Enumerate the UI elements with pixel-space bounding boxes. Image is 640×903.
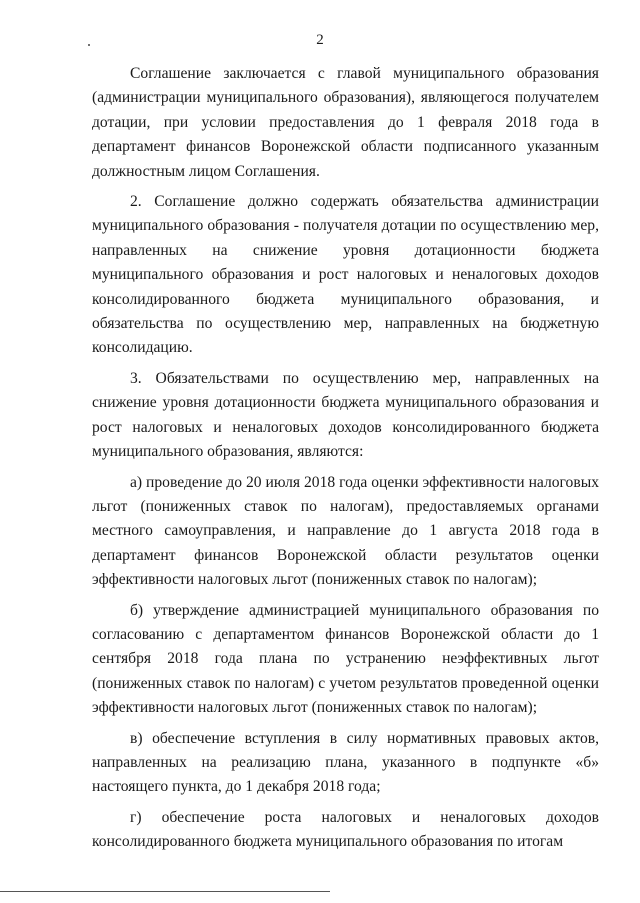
paragraph-subitem-a: а) проведение до 20 июля 2018 года оценки эффективности налоговых льгот (пониженных ставок по налогам), предоставляемых органами местного самоуправления, и направление до 1 августа 2018 года в департамент финансов Воронежской области результатов оценки эффективности налоговых льгот (пониженных ставок по налогам); (92, 473, 599, 589)
paragraph-subitem-b: б) утверждение администрацией муниципального образования по согласованию с департаментом финансов Воронежской области до 1 сентября 2018 года плана по устранению неэффективных льгот (пониженных ставок по налогам) с учетом результатов проведенной оценки эффективности налоговых льгот (пониженных ставок по налогам); (92, 601, 599, 717)
paragraph-item-3: 3. Обязательствами по осуществлению мер, направленных на снижение уровня дотационности бюджета муниципального образования и рост налоговых и неналоговых доходов консолидированного бюджета муниципального образования, являются: (92, 369, 599, 461)
footer-rule (0, 891, 330, 892)
page-number: 2 (316, 32, 324, 48)
scan-speck (88, 44, 90, 46)
paragraph-agreement-conclusion: Соглашение заключается с главой муниципального образования (администрации муниципального образования), являющегося получателем дотации, при условии предоставления до 1 февраля 2018 года в департамент финансов Воронежской области подписанного указанным должностным лицом Соглашения. (92, 65, 599, 180)
document-body (92, 62, 599, 855)
paragraph-item-2: 2. Соглашение должно содержать обязательства администрации муниципального образования - получателя дотации по осуществлению мер, направленных на снижение уровня дотационности бюджета муниципального образования и рост налоговых и неналоговых доходов консолидированного бюджета муниципального образования, и обязательства по осуществлению мер, направленных на бюджетную консолидацию. (92, 193, 599, 357)
paragraph-subitem-v: в) обеспечение вступления в силу нормативных правовых актов, направленных на реализацию плана, указанного в подпункте «б» настоящего пункта, до 1 декабря 2018 года; (92, 729, 599, 796)
paragraph-subitem-g: г) обеспечение роста налоговых и неналоговых доходов консолидированного бюджета муниципального образования по итогам (92, 808, 599, 851)
